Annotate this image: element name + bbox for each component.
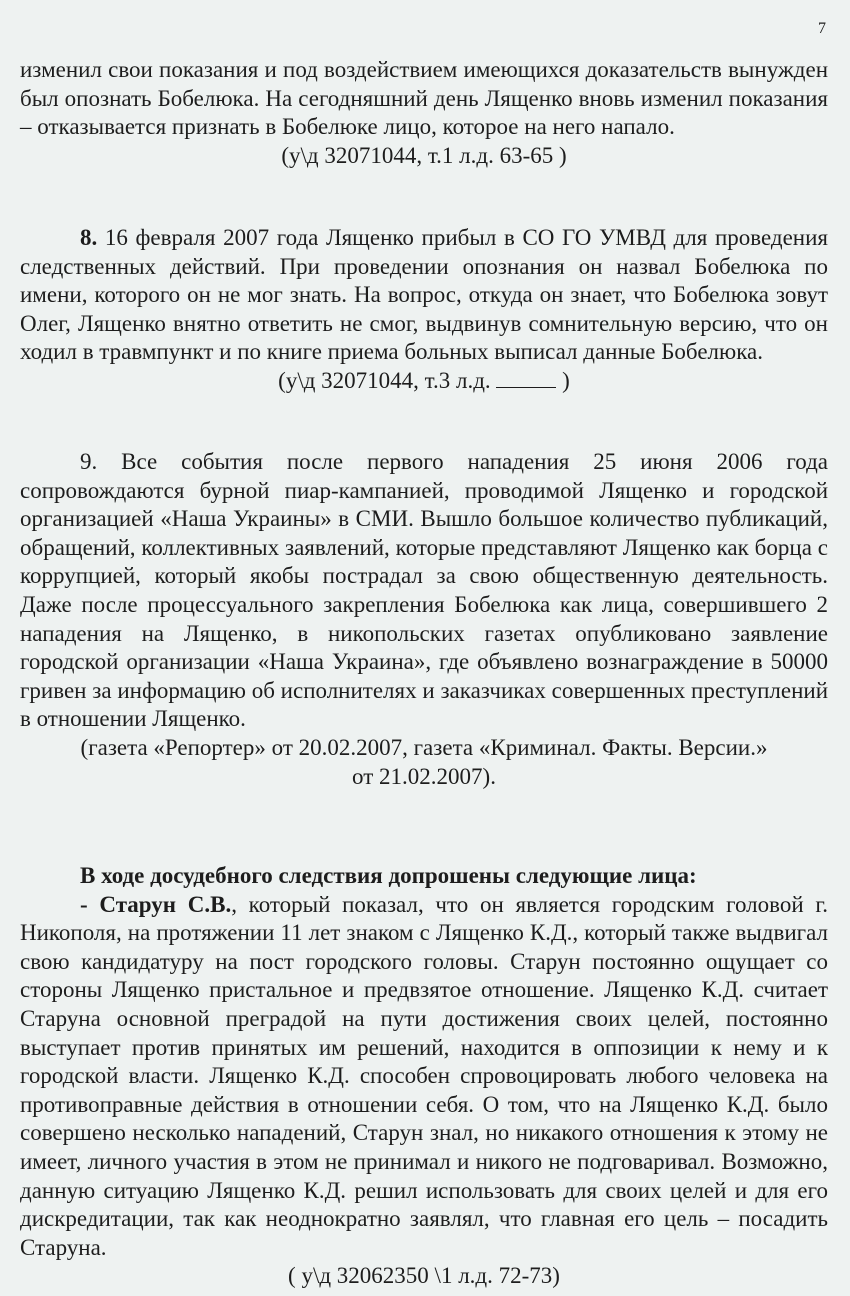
witness-section [20,862,828,1291]
reference-witness: ( у\д 32062350 \1 л.д. 72-73) [288,1263,560,1289]
paragraph-continuation [20,56,828,170]
reference-continuation: (у\д 32071044, т.1 л.д. 63-65 ) [281,142,567,168]
witness-paragraph [20,891,828,1263]
reference-9-line-2: от 21.02.2007). [352,763,496,789]
witness-text: , который показал, что он является городским головой г. Никополя, на протяжении 11 лет знаком с Лященко К.Д., который также выдвигал свою кандидатуру на пост городского головы. Старун постоянно ощущает со стороны Лященко пристальное и предвзятое отношение. Лященко К.Д. считает Старуна основной преградой на пути достижения своих целей, постоянно выступает против принятых им решений, находится в оппозиции к нему и к городской власти. Лященко К.Д. способен спровоцировать любого человека на противоправные действия в отношении себя. О том, что на Лященко К.Д. было совершено несколько нападений, Старун знал, но никакого отношения к этому не имеет, личного участия в этом не принимал и никого не подговаривал. Возможно, данную ситуацию Лященко К.Д. решил использовать для своих целей и для его дискредитации, так как неоднократно заявлял, что главная его цель – посадить Старуна. [20,891,828,1260]
reference-8-start: (у\д 32071044, т.3 л.д. [278,367,491,393]
paragraph-9 [20,448,828,791]
paragraph-9-number: 9. [80,449,98,474]
paragraph-continuation-text: изменил свои показания и под воздействием имеющихся доказательств вынужден был опознать Бобелюка. На сегодняшний день Лященко вновь изменил показания – отказывается признать в Бобелюке лицо, которое на него напало. [20,57,828,140]
reference-8-blank-line [496,369,556,388]
paragraph-8-number: 8. [80,225,98,250]
paragraph-9-body [20,448,828,734]
reference-9-line-1: (газета «Репортер» от 20.02.2007, газета «Криминал. Факты. Версии.» [80,734,768,760]
paragraph-8-body [20,224,828,367]
section-heading: В ходе досудебного следствия допрошены следующие лица: [80,863,697,888]
paragraph-8 [20,224,828,396]
reference-8-end: ) [562,367,570,393]
paragraph-9-text: Все события после первого нападения 25 июня 2006 года сопровождаются бурной пиар-кампанией, проводимой Лященко и городской организацией «Наша Украины» в СМИ. Вышло большое количество публикаций, обращений, коллективных заявлений, которые представляют Лященко как борца с коррупцией, который якобы пострадал за свою общественную деятельность. Даже после процессуального закрепления Бобелюка как лица, совершившего 2 нападения на Лященко, в никопольских газетах опубликовано заявление городской организации «Наша Украина», где объявлено вознаграждение в 50000 гривен за информацию об исполнителях и заказчиках совершенных преступлений в отношении Лященко. [20,449,829,732]
reference-8 [20,367,828,396]
page-number: 7 [818,20,826,37]
paragraph-8-text: 16 февраля 2007 года Лященко прибыл в СО ГО УМВД для проведения следственных действий. При проведении опознания он назвал Бобелюка по имени, которого он не мог знать. На вопрос, откуда он знает, что Бобелюка зовут Олег, Лященко внятно ответить не смог, выдвинув сомнительную версию, что он ходил в травмпункт и по книге приема больных выписал данные Бобелюка. [20,225,828,365]
witness-name: - Старун С.В. [80,891,232,917]
